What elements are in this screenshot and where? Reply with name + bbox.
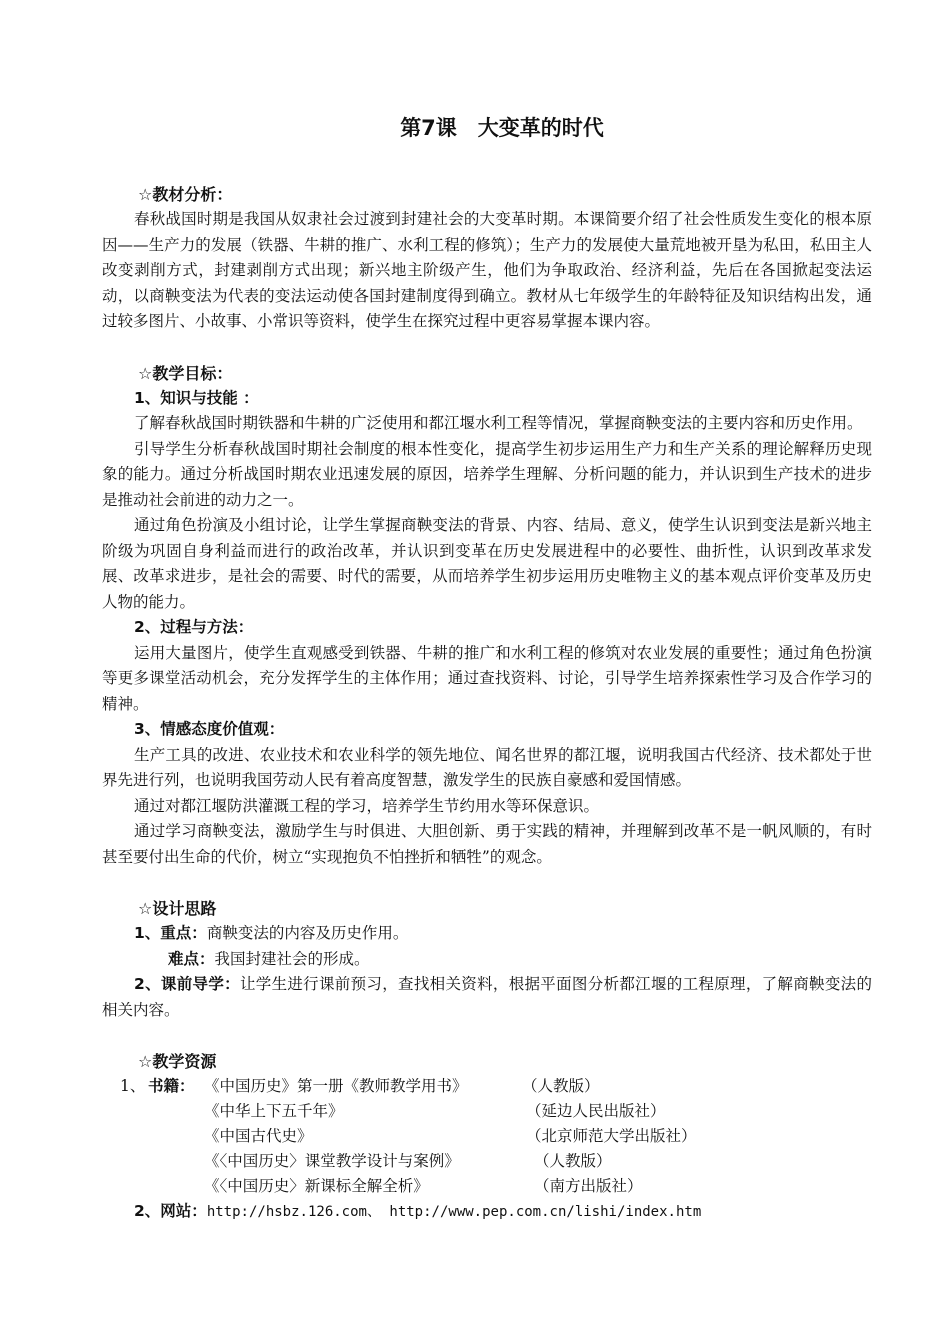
book-title: 《〈中国历史〉新课标全解全析》 (204, 1177, 429, 1195)
resource-book-row (102, 1174, 872, 1199)
difficult-point-line (102, 947, 872, 973)
resource-book-row (102, 1074, 872, 1099)
knowledge-paragraph-1: 了解春秋战国时期铁器和牛耕的广泛使用和都江堰水利工程等情况，掌握商鞅变法的主要内容和历史作用。 (134, 414, 863, 432)
book-title: 《〈中国历史〉课堂教学设计与案例》 (204, 1152, 460, 1170)
key-point-line (102, 921, 872, 947)
website-label: 网站： (160, 1202, 207, 1220)
books-number: 1、 (120, 1077, 146, 1095)
books-label: 书籍： (148, 1077, 195, 1095)
knowledge-paragraph-3: 通过角色扮演及小组讨论，让学生掌握商鞅变法的背景、内容、结局、意义，使学生认识到变法是新兴地主阶级为巩固自身利益而进行的政治改革，并认识到变革在历史发展进程中的必要性、曲折性，认识到改革求发展、改革求进步，是社会的需要、时代的需要，从而培养学生初步运用历史唯物主义的基本观点评价变革及历史人物的能力。 (102, 516, 872, 611)
emotion-paragraph-3: 通过学习商鞅变法，激励学生与时俱进、大胆创新、勇于实践的精神，并理解到改革不是一帆风顺的，有时甚至要付出生命的代价，树立“实现抱负不怕挫折和牺牲”的观念。 (102, 822, 872, 866)
design-heading: ☆设计思路 (138, 899, 217, 918)
book-publisher: （人教版） (534, 1152, 612, 1170)
analysis-paragraph: 春秋战国时期是我国从奴隶社会过渡到封建社会的大变革时期。本课简要介绍了社会性质发生变化的根本原因——生产力的发展（铁器、牛耕的推广、水利工程的修筑）；生产力的发展使大量荒地被开垦为私田，私田主人改变剥削方式，封建剥削方式出现；新兴地主阶级产生，他们为争取政治、经济利益，先后在各国掀起变法运动，以商鞅变法为代表的变法运动使各国封建制度得到确立。教材从七年级学生的年龄特征及知识结构出发，通过较多图片、小故事、小常识等资料，使学生在探究过程中更容易掌握本课内容。 (102, 210, 872, 330)
document-page (102, 112, 872, 1226)
goals-heading: ☆教学目标： (138, 363, 233, 383)
website-links[interactable]: http://hsbz.126.com、 http://www.pep.com.cn/lishi/index.htm (206, 1204, 702, 1220)
key-point-text: 商鞅变法的内容及历史作用。 (206, 924, 409, 942)
pre-study-label: 课前导学： (160, 975, 240, 993)
emotion-paragraph-1: 生产工具的改进、农业技术和农业科学的领先地位、闻名世界的都江堰，说明我国古代经济、技术都处于世界先进行列，也说明我国劳动人民有着高度智慧，激发学生的民族自豪感和爱国情感。 (102, 745, 872, 789)
key-point-label: 重点： (160, 924, 207, 942)
difficult-point-text: 我国封建社会的形成。 (214, 949, 370, 968)
book-publisher: （南方出版社） (534, 1177, 643, 1195)
resource-book-row (102, 1149, 872, 1174)
emotion-paragraph-2: 通过对都江堰防洪灌溉工程的学习，培养学生节约用水等环保意识。 (134, 796, 600, 815)
pre-study-line (102, 972, 872, 1023)
book-title: 《中国历史》第一册《教师教学用书》 (204, 1077, 468, 1095)
pre-study-number: 2、 (134, 975, 161, 993)
book-publisher: （延边人民出版社） (526, 1102, 666, 1120)
book-title: 《中国古代史》 (204, 1127, 313, 1145)
pre-study-text: 让学生进行课前预习，查找相关资料，根据平面图分析都江堰的工程原理，了解商鞅变法的相关内容。 (102, 975, 872, 1019)
resource-book-row (102, 1099, 872, 1124)
page-title: 第7课 大变革的时代 (400, 116, 604, 140)
website-line (102, 1199, 872, 1226)
knowledge-subheading: 1、知识与技能 ： (134, 388, 259, 407)
website-number: 2、 (134, 1202, 161, 1220)
process-subheading: 2、过程与方法： (134, 618, 254, 636)
book-publisher: （人教版） (522, 1077, 600, 1095)
analysis-heading: ☆教材分析： (138, 185, 233, 204)
emotion-subheading: 3、情感态度价值观： (134, 720, 285, 738)
knowledge-paragraph-2: 引导学生分析春秋战国时期社会制度的根本性变化，提高学生初步运用生产力和生产关系的理论解释历史现象的能力。通过分析战国时期农业迅速发展的原因，培养学生理解、分析问题的能力，并认识到生产技术的进步是推动社会前进的动力之一。 (102, 439, 872, 509)
resource-book-row (102, 1124, 872, 1149)
key-point-number: 1、 (134, 924, 161, 942)
resources-heading: ☆教学资源 (138, 1052, 217, 1071)
book-publisher: （北京师范大学出版社） (526, 1127, 697, 1145)
process-paragraph-1: 运用大量图片，使学生直观感受到铁器、牛耕的推广和水利工程的修筑对农业发展的重要性；通过角色扮演等更多课堂活动机会，充分发挥学生的主体作用；通过查找资料、讨论，引导学生培养探索性学习及合作学习的精神。 (102, 643, 872, 713)
book-title: 《中华上下五千年》 (204, 1102, 344, 1120)
difficult-point-label: 难点： (168, 949, 215, 968)
